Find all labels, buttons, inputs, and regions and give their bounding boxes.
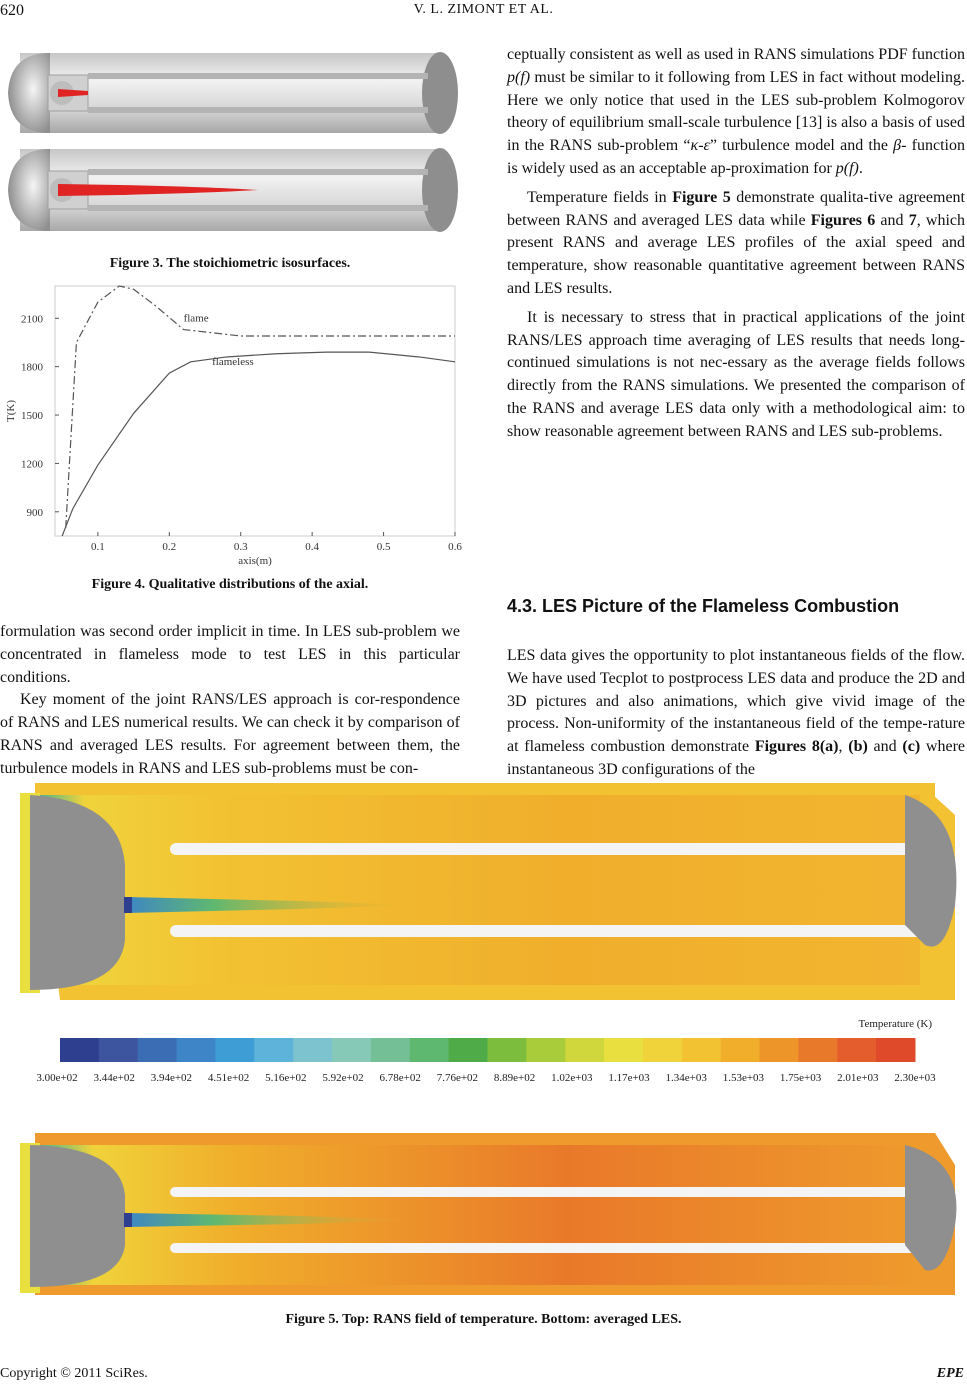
colorbar-segment: [682, 1038, 721, 1062]
colorbar-label: 2.01e+03: [837, 1072, 879, 1084]
text-run: ,: [838, 738, 849, 756]
figure-ref: Figures 6: [810, 211, 876, 229]
y-tick-label: 1200: [21, 458, 43, 471]
colorbar-segment: [215, 1038, 254, 1062]
x-tick-label: 0.3: [233, 541, 248, 553]
text-run: ceptually consistent as well as used in RANS simulations PDF function: [507, 46, 965, 63]
figure-ref: (c): [902, 738, 921, 756]
colorbar-segment: [60, 1038, 99, 1062]
colorbar-label: 5.16e+02: [265, 1072, 307, 1084]
text-run: demonstrate qualita-tive agreement between RANS and averaged LES data while: [507, 188, 966, 229]
x-tick-label: 0.2: [162, 541, 177, 553]
colorbar: [60, 1038, 916, 1062]
colorbar-segment: [138, 1038, 177, 1062]
colorbar-segment: [254, 1038, 293, 1062]
text-run: - function is widely used as an acceptable ap-proximation for: [507, 137, 966, 177]
colorbar-segment: [721, 1038, 760, 1062]
colorbar-label: 1.75e+03: [779, 1072, 822, 1084]
colorbar-segment: [760, 1038, 799, 1062]
math-pf: p(f): [835, 159, 859, 177]
colorbar-label: 3.94e+02: [150, 1072, 193, 1084]
x-tick-label: 0.1: [90, 541, 105, 553]
math-beta: β: [893, 137, 902, 155]
colorbar-segment: [643, 1038, 682, 1062]
right-column-text: [507, 44, 965, 444]
y-axis-label: T(K): [5, 400, 17, 422]
y-tick-label: 1500: [21, 410, 43, 423]
x-tick-label: 0.6: [448, 541, 462, 553]
paragraph: Key moment of the joint RANS/LES approach is cor-respondence of RANS and LES numerical results. We can check it by comparison of RANS and averaged LES results. For agreement between them, the turbulence models in RANS and LES sub-problems must be con-: [0, 691, 460, 777]
series-label-flame: flame: [183, 312, 209, 325]
figure-ref: Figures 8(a): [754, 738, 839, 756]
colorbar-label: 8.89e+02: [493, 1072, 536, 1084]
paragraph: [507, 187, 965, 301]
figure-ref: (b): [848, 738, 868, 756]
y-tick-label: 900: [26, 506, 43, 519]
colorbar-segment: [449, 1038, 488, 1062]
y-tick-label: 2100: [21, 313, 43, 326]
x-tick-label: 0.5: [376, 541, 391, 553]
text-run: .: [858, 159, 863, 177]
text-run: ” turbulence model and the: [709, 137, 894, 155]
isosurface-tube-top: [8, 52, 458, 134]
colorbar-labels: [36, 1072, 936, 1084]
colorbar-segment: [488, 1038, 527, 1062]
footer-copyright: Copyright © 2011 SciRes.: [0, 1366, 148, 1381]
figure-3-caption: Figure 3. The stoichiometric isosurfaces.: [109, 256, 351, 271]
text-run: Temperature fields in: [527, 188, 673, 206]
figure-ref: Figure 5: [672, 188, 731, 206]
colorbar-label: 3.44e+02: [93, 1072, 135, 1084]
right-column-text-section: [507, 645, 965, 782]
colorbar-label: 1.53e+03: [722, 1072, 765, 1084]
colorbar-label: 4.51e+02: [207, 1072, 250, 1084]
series-label-flameless: flameless: [212, 356, 254, 369]
text-run: LES data gives the opportunity to plot instantaneous fields of the flow. We have used Tecplot to postprocess LES data and produce the 2D and 3D pictures and also animations, which give vivid image of the process. Non-uniformity of the instantaneous field of the tempe-rature at flameless combustion demonstrate: [507, 647, 965, 756]
paragraph: formulation was second order implicit in time. In LES sub-problem we concentrated in flameless mode to test LES in this particular conditions.: [0, 623, 460, 686]
colorbar-label: 1.02e+03: [551, 1072, 593, 1084]
isosurface-tube-bottom: [8, 148, 458, 232]
paragraph: It is necessary to stress that in practical applications of the joint RANS/LES approach time averaging of LES results that needs long-continued simulations is not nec-essary as the average fields follows directly from the RANS simulations. We presented the comparison of the RANS and average LES data only with a methodological aim: to show reasonable agreement between RANS and LES sub-problems.: [507, 308, 965, 440]
figure-ref: 7: [908, 211, 917, 229]
colorbar-label: 2.30e+03: [894, 1072, 936, 1084]
text-run: where instantaneous 3D configurations of the: [507, 738, 966, 778]
running-header-authors: V. L. ZIMONT ET AL.: [413, 2, 554, 17]
text-run: must be similar to it following from LES in fact without modeling. Here we only notice that used in the LES sub-problem Kolmogorov theory of equilibrium small-scale turbulence [13] is also a basis of used in the RANS sub-problem “: [507, 68, 965, 155]
colorbar-segment: [837, 1038, 876, 1062]
colorbar-segment: [798, 1038, 837, 1062]
figure-4-caption: Figure 4. Qualitative distributions of the axial.: [91, 577, 369, 592]
paragraph: [507, 44, 965, 181]
colorbar-segment: [526, 1038, 565, 1062]
colorbar-segment: [410, 1038, 449, 1062]
colorbar-segment: [332, 1038, 371, 1062]
paragraph: [507, 645, 965, 782]
text-run: , which present RANS and average LES profiles of the axial speed and temperature, show reasonable quantitative agreement between RANS and LES results.: [507, 211, 965, 297]
math-kappa-epsilon: κ-ε: [690, 137, 710, 155]
figure-5-image: [0, 775, 967, 1315]
colorbar-title: Temperature (K): [858, 1018, 932, 1030]
figure-4-chart: [0, 278, 460, 568]
colorbar-label: 1.17e+03: [608, 1072, 650, 1084]
colorbar-label: 6.78e+02: [379, 1072, 421, 1084]
colorbar-label: 7.76e+02: [436, 1072, 479, 1084]
text-run: and: [867, 738, 903, 756]
page-number: 620: [0, 2, 24, 19]
math-pf: p(f): [507, 68, 531, 86]
les-temperature-field: [20, 1133, 956, 1295]
colorbar-label: 3.00e+02: [36, 1072, 78, 1084]
colorbar-segment: [293, 1038, 332, 1062]
colorbar-segment: [604, 1038, 643, 1062]
y-tick-label: 1800: [21, 361, 43, 374]
rans-temperature-field: [20, 783, 956, 1000]
section-heading: 4.3. LES Picture of the Flameless Combustion: [507, 596, 900, 616]
x-tick-label: 0.4: [305, 541, 320, 553]
colorbar-label: 5.92e+02: [322, 1072, 364, 1084]
text-run: and: [875, 211, 909, 229]
colorbar-segment: [99, 1038, 138, 1062]
colorbar-segment: [876, 1038, 915, 1062]
footer-journal: EPE: [936, 1366, 964, 1381]
colorbar-segment: [371, 1038, 410, 1062]
colorbar-segment: [565, 1038, 604, 1062]
figure-5-caption: Figure 5. Top: RANS field of temperature. Bottom: averaged LES.: [285, 1312, 682, 1327]
left-column-text: [0, 621, 460, 781]
colorbar-label: 1.34e+03: [665, 1072, 707, 1084]
figure-3-image: [0, 45, 460, 245]
x-axis-label: axis(m): [238, 555, 272, 567]
colorbar-segment: [177, 1038, 216, 1062]
